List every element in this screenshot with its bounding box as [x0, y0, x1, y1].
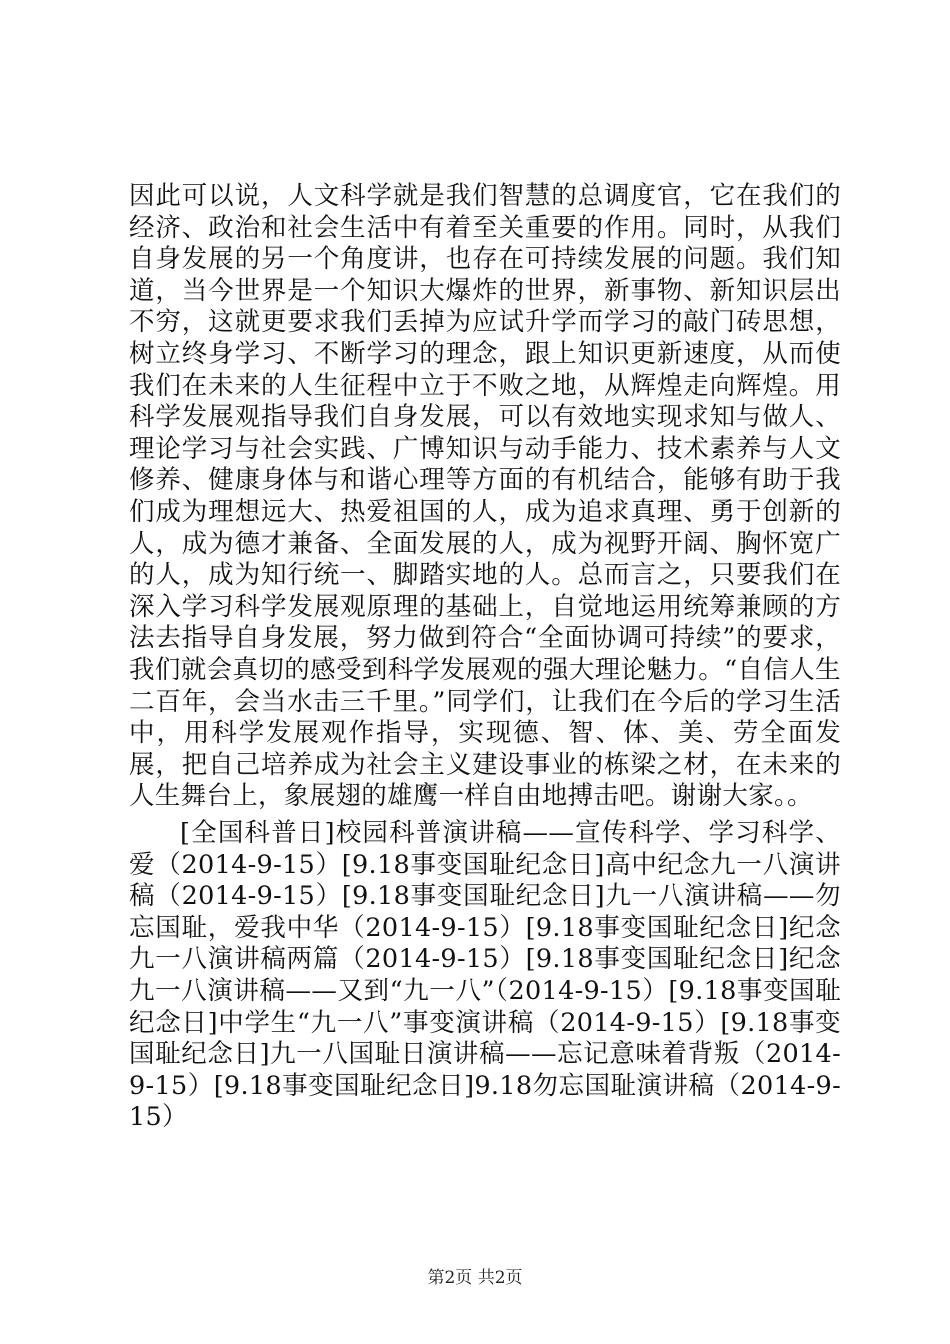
- body-paragraph-related-articles: [全国科普日]校园科普演讲稿——宣传科学、学习科学、爱（2014-9-15）[9.18事变国耻纪念日]高中纪念九一八演讲稿（2014-9-15）[9.18事变国耻纪念日]九一八演讲稿——勿忘国耻，爱我中华（2014-9-15）[9.18事变国耻纪念日]纪念九一八演讲稿两篇（2014-9-15）[9.18事变国耻纪念日]纪念九一八演讲稿——又到“九一八”（2014-9-15）[9.18事变国耻纪念日]中学生“九一八”事变演讲稿（2014-9-15）[9.18事变国耻纪念日]九一八国耻日演讲稿——忘记意味着背叛（2014-9-15）[9.18事变国耻纪念日]9.18勿忘国耻演讲稿（2014-9-15）: [129, 818, 841, 1133]
- body-paragraph-speech-conclusion: 因此可以说，人文科学就是我们智慧的总调度官，它在我们的经济、政治和社会生活中有着至关重要的作用。同时，从我们自身发展的另一个角度讲，也存在可持续发展的问题。我们知道，当今世界是一个知识大爆炸的世界，新事物、新知识层出不穷，这就更要求我们丢掉为应试升学而学习的敲门砖思想，树立终身学习、不断学习的理念，跟上知识更新速度，从而使我们在未来的人生征程中立于不败之地，从辉煌走向辉煌。用科学发展观指导我们自身发展，可以有效地实现求知与做人、理论学习与社会实践、广博知识与动手能力、技术素养与人文修养、健康身体与和谐心理等方面的有机结合，能够有助于我们成为理想远大、热爱祖国的人，成为追求真理、勇于创新的人，成为德才兼备、全面发展的人，成为视野开阔、胸怀宽广的人，成为知行统一、脚踏实地的人。总而言之，只要我们在深入学习科学发展观原理的基础上，自觉地运用统筹兼顾的方法去指导自身发展，努力做到符合“全面协调可持续”的要求，我们就会真切的感受到科学发展观的强大理论魅力。“自信人生二百年，会当水击三千里。”同学们，让我们在今后的学习生活中，用科学发展观作指导，实现德、智、体、美、劳全面发展，把自己培养成为社会主义建设事业的栋梁之材，在未来的人生舞台上，象展翅的雄鹰一样自由地搏击吧。谢谢大家。。: [129, 181, 841, 812]
- page-number-footer: 第2页 共2页: [427, 1268, 523, 1288]
